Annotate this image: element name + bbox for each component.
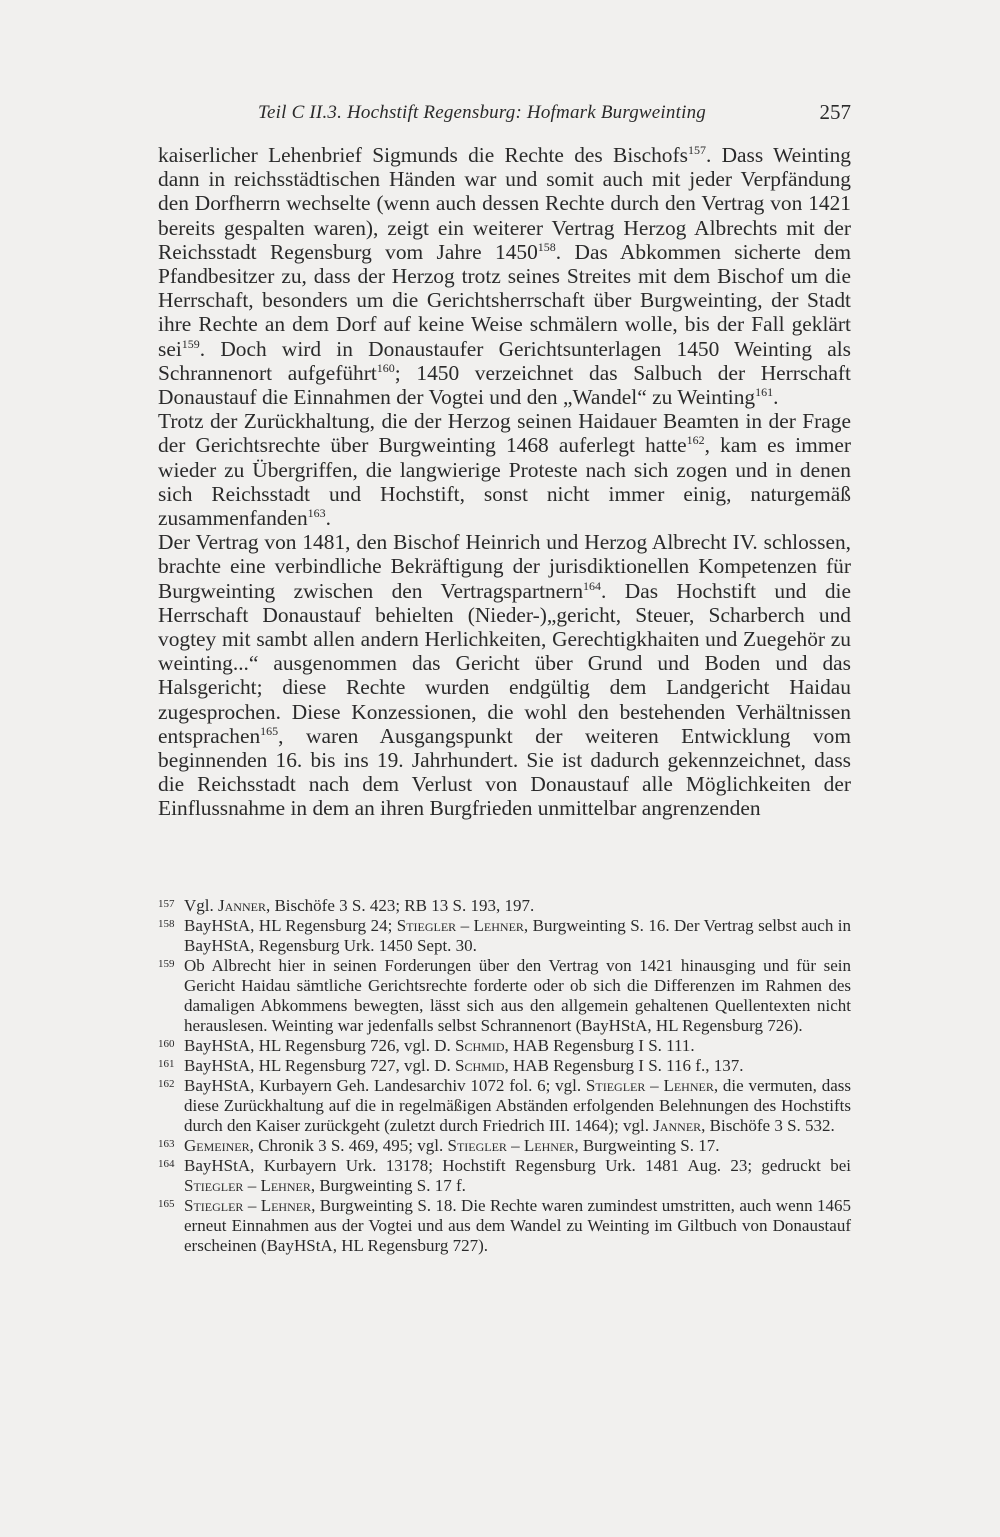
author-name: Stiegler – Lehner (396, 916, 524, 935)
footnote (158, 896, 851, 916)
footnote-text (184, 956, 851, 1036)
footnote (158, 1036, 851, 1056)
footnote (158, 1056, 851, 1076)
paragraph (158, 530, 851, 820)
text-run: Trotz der Zurückhaltung, die der Herzog seinen Haidauer Beamten in der Frage der Gerichtsrechte über Burgweinting 1468 auferlegt hatte (158, 409, 851, 458)
footnote-ref: 158 (537, 239, 556, 254)
footnote-number: 162 (158, 1078, 175, 1090)
footnote (158, 1156, 851, 1196)
text-run: Vgl. (184, 896, 218, 915)
text-run: , HAB Regensburg I S. 116 f., 137. (504, 1056, 744, 1075)
text-run: , Chronik 3 S. 469, 495; vgl. (249, 1136, 448, 1155)
text-run: , kam es immer wieder zu Übergriffen, die langwierige Proteste nach sich zogen und in denen sich Reichsstadt und Hochstift, sonst nicht immer einig, naturgemäß zusammenfanden (158, 433, 851, 531)
page-number: 257 (819, 100, 851, 124)
text-run: . Doch wird in Donaustaufer Gerichtsunterlagen 1450 Weinting als Schrannenort aufgeführt (158, 336, 851, 385)
paragraph (158, 409, 851, 530)
footnote-ref: 165 (260, 723, 279, 738)
author-name: Stiegler – Lehner (447, 1136, 575, 1155)
footnote-text (184, 1156, 851, 1196)
author-name: Gemeiner (184, 1136, 250, 1155)
text-run: . (773, 385, 779, 410)
footnote-text (184, 896, 851, 916)
text-run: , die vermuten, dass diese Zurückhaltung auf die in regelmäßigen Abständen erfolgenden Belehnungen des Hochstifts durch den Kaiser zurückgeht (zuletzt durch Friedrich III. 1464); vgl. (184, 1076, 851, 1135)
footnote-number: 158 (158, 918, 175, 930)
text-run: BayHStA, Kurbayern Urk. 13178; Hochstift Regensburg Urk. 1481 Aug. 23; gedruckt bei (184, 1156, 851, 1175)
paragraph (158, 143, 851, 409)
text-run: kaiserlicher Lehenbrief Sigmunds die Rechte des Bischofs (158, 143, 688, 167)
footnote-number: 164 (158, 1158, 175, 1170)
footnotes (158, 896, 851, 1256)
author-name: Janner (218, 896, 266, 915)
text-run: . (325, 506, 332, 531)
author-name: Stiegler – Lehner (184, 1176, 311, 1195)
footnote-number: 159 (158, 958, 175, 970)
footnote-ref: 157 (687, 143, 706, 157)
text-run: , Bischöfe 3 S. 423; RB 13 S. 193, 197. (265, 896, 535, 915)
footnote (158, 1136, 851, 1156)
footnote (158, 1196, 851, 1256)
footnote-ref: 163 (307, 506, 326, 521)
footnote-number: 161 (158, 1058, 175, 1070)
footnote (158, 956, 851, 1036)
text-run: , Burgweinting S. 16. Der Vertrag selbst auch in BayHStA, Regensburg Urk. 1450 Sept. 30. (184, 916, 851, 955)
text-run: , HAB Regensburg I S. 111. (504, 1036, 695, 1055)
footnote (158, 1076, 851, 1136)
footnote-text (184, 1036, 851, 1056)
footnote-text (184, 1136, 851, 1156)
footnote-ref: 160 (376, 360, 395, 375)
footnote-ref: 162 (686, 433, 705, 448)
footnote-number: 163 (158, 1138, 175, 1150)
text-run: BayHStA, Kurbayern Geh. Landesarchiv 1072 fol. 6; vgl. (184, 1076, 586, 1095)
main-text (158, 143, 851, 821)
text-run: , waren Ausgangspunkt der weiteren Entwicklung vom beginnenden 16. bis ins 19. Jahrhundert. Sie ist dadurch gekennzeichnet, dass die Reichsstadt nach dem Verlust von Donaustauf alle Möglichkeiten der Einflussnahme in dem an ihren Burgfrieden unmittelbar angrenzenden (158, 723, 851, 821)
text-run: , Burgweinting S. 17. (574, 1136, 720, 1155)
author-name: Schmid (455, 1056, 505, 1075)
author-name: Stiegler – Lehner (585, 1076, 714, 1095)
text-run: BayHStA, HL Regensburg 24; (184, 916, 397, 935)
footnote-text (184, 1076, 851, 1136)
footnote-text (184, 1056, 851, 1076)
text-run: BayHStA, HL Regensburg 727, vgl. D. (184, 1056, 456, 1075)
text-run: BayHStA, HL Regensburg 726, vgl. D. (184, 1036, 456, 1055)
text-run: , Burgweinting S. 18. Die Rechte waren zumindest umstritten, auch wenn 1465 erneut Einnahmen aus der Vogtei und aus dem Wandel zu Weinting im Giltbuch von Donaustauf erscheinen (BayHStA, HL Regensburg 727). (184, 1196, 852, 1255)
footnote (158, 916, 851, 956)
text-run: , Burgweinting S. 17 f. (310, 1176, 466, 1195)
footnote-number: 160 (158, 1038, 175, 1050)
author-name: Stiegler – Lehner (184, 1196, 312, 1215)
text-run: ; 1450 verzeichnet das Salbuch der Herrschaft Donaustauf die Einnahmen der Vogtei und den „Wandel“ zu Weinting (158, 360, 851, 410)
text-run: . Dass Weinting dann in reichsstädtischen Händen war und somit auch mit jeder Verpfändung den Dorfherrn wechselte (wenn auch dessen Rechte durch den Vertrag von 1421 bereits gespalten waren), zeigt ein weiterer Vertrag Herzog Albrechts mit der Reichsstadt Regensburg vom Jahre 1450 (158, 143, 851, 264)
text-run: Ob Albrecht hier in seinen Forderungen über den Vertrag von 1421 hinausging und für sein Gericht Haidau sämtliche Gerichtsrechte forderte oder ob sich die Differenzen im Rahmen des damaligen Abkommens bewegten, lässt sich aus den allgemein gehaltenen Quellentexten nicht herauslesen. Weinting war jedenfalls selbst Schrannenort (BayHStA, HL Regensburg 726). (184, 956, 851, 1035)
footnote-number: 165 (158, 1198, 175, 1210)
author-name: Schmid (455, 1036, 505, 1055)
footnote-ref: 159 (181, 336, 200, 351)
text-run: . Das Abkommen sicherte dem Pfandbesitzer zu, dass der Herzog trotz seines Streites mit dem Bischof um die Herrschaft, besonders um die Gerichtsherrschaft über Burgweinting, der Stadt ihre Rechte an dem Dorf auf keine Weise schmälern wolle, bis der Fall geklärt sei (158, 239, 851, 361)
page-header (158, 100, 851, 128)
footnote-ref: 164 (583, 578, 602, 593)
text-run: Der Vertrag von 1481, den Bischof Heinrich und Herzog Albrecht IV. schlossen, brachte eine verbindliche Bekräftigung der jurisdiktionellen Kompetenzen für Burgweinting zwischen den Vertragspartnern (158, 530, 851, 603)
running-head: Teil C II.3. Hochstift Regensburg: Hofmark Burgweinting (258, 102, 706, 123)
text-run: , Bischöfe 3 S. 532. (701, 1116, 835, 1135)
text-run: . Das Hochstift und die Herrschaft Donaustauf behielten (Nieder-)„gericht, Steuer, Scharberch und vogtey mit sambt allen andern Herlichkeiten, Gerechtigkhaiten und Zuegehör zu weinting...“ ausgenommen das Gericht über Grund und Boden und das Halsgericht; diese Rechte wurden endgültig dem Landgericht Haidau zugesprochen. Diese Konzessionen, die wohl den bestehenden Verhältnissen entsprachen (158, 578, 851, 748)
footnote-number: 157 (158, 898, 175, 910)
footnote-text (184, 916, 851, 956)
author-name: Janner (653, 1116, 702, 1135)
footnote-text (184, 1196, 851, 1256)
footnote-ref: 161 (755, 385, 774, 400)
